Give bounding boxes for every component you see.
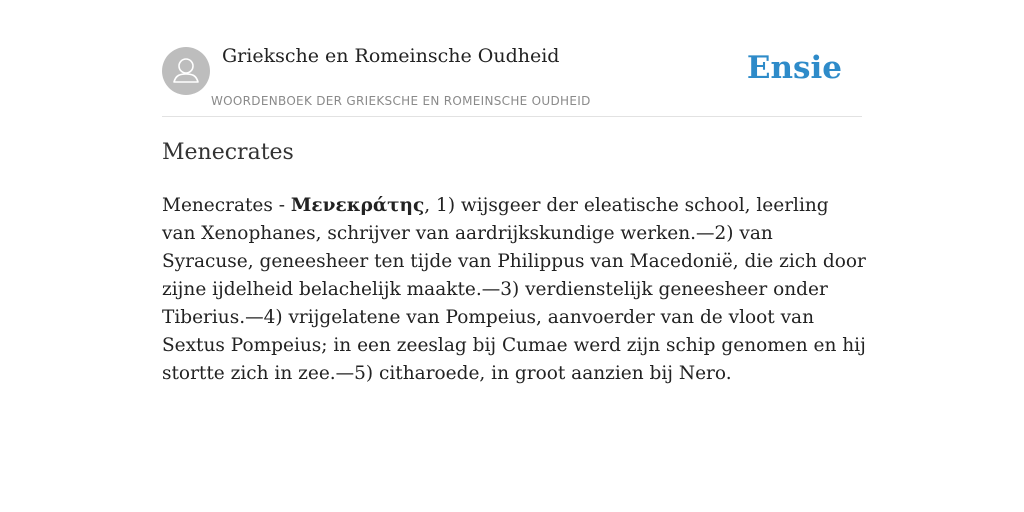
entry-definition: , 1) wijsgeer der eleatische school, leerling van Xenophanes, schrijver van aardrijkskundige werken.—2) van Syracuse, geneesheer ten tijde van Philippus van Macedonië, die zich door zijne ijdelheid belachelijk maakte.—3) verdienstelijk geneesheer onder Tiberius.—4) vrijgelatene van Pompeius, aanvoerder van de vloot van Sextus Pompeius; in een zeeslag bij Cumae werd zijn schip genomen en hij stortte zich in zee.—5) citharoede, in groot aanzien bij Nero. xyxy=(162,195,866,384)
entry-title: Menecrates xyxy=(162,140,294,165)
brand-logo[interactable]: Ensie xyxy=(746,50,842,86)
user-placeholder-icon[interactable] xyxy=(162,47,210,95)
source-title[interactable]: Grieksche en Romeinsche Oudheid xyxy=(222,45,560,67)
entry-body xyxy=(162,192,867,388)
lemma-separator: - xyxy=(272,195,291,216)
greek-term: Μενεκράτης xyxy=(290,195,425,216)
source-header xyxy=(162,40,862,117)
source-subtitle: WOORDENBOEK DER GRIEKSCHE EN ROMEINSCHE OUDHEID xyxy=(211,94,591,108)
entry-lemma: Menecrates xyxy=(162,195,273,216)
